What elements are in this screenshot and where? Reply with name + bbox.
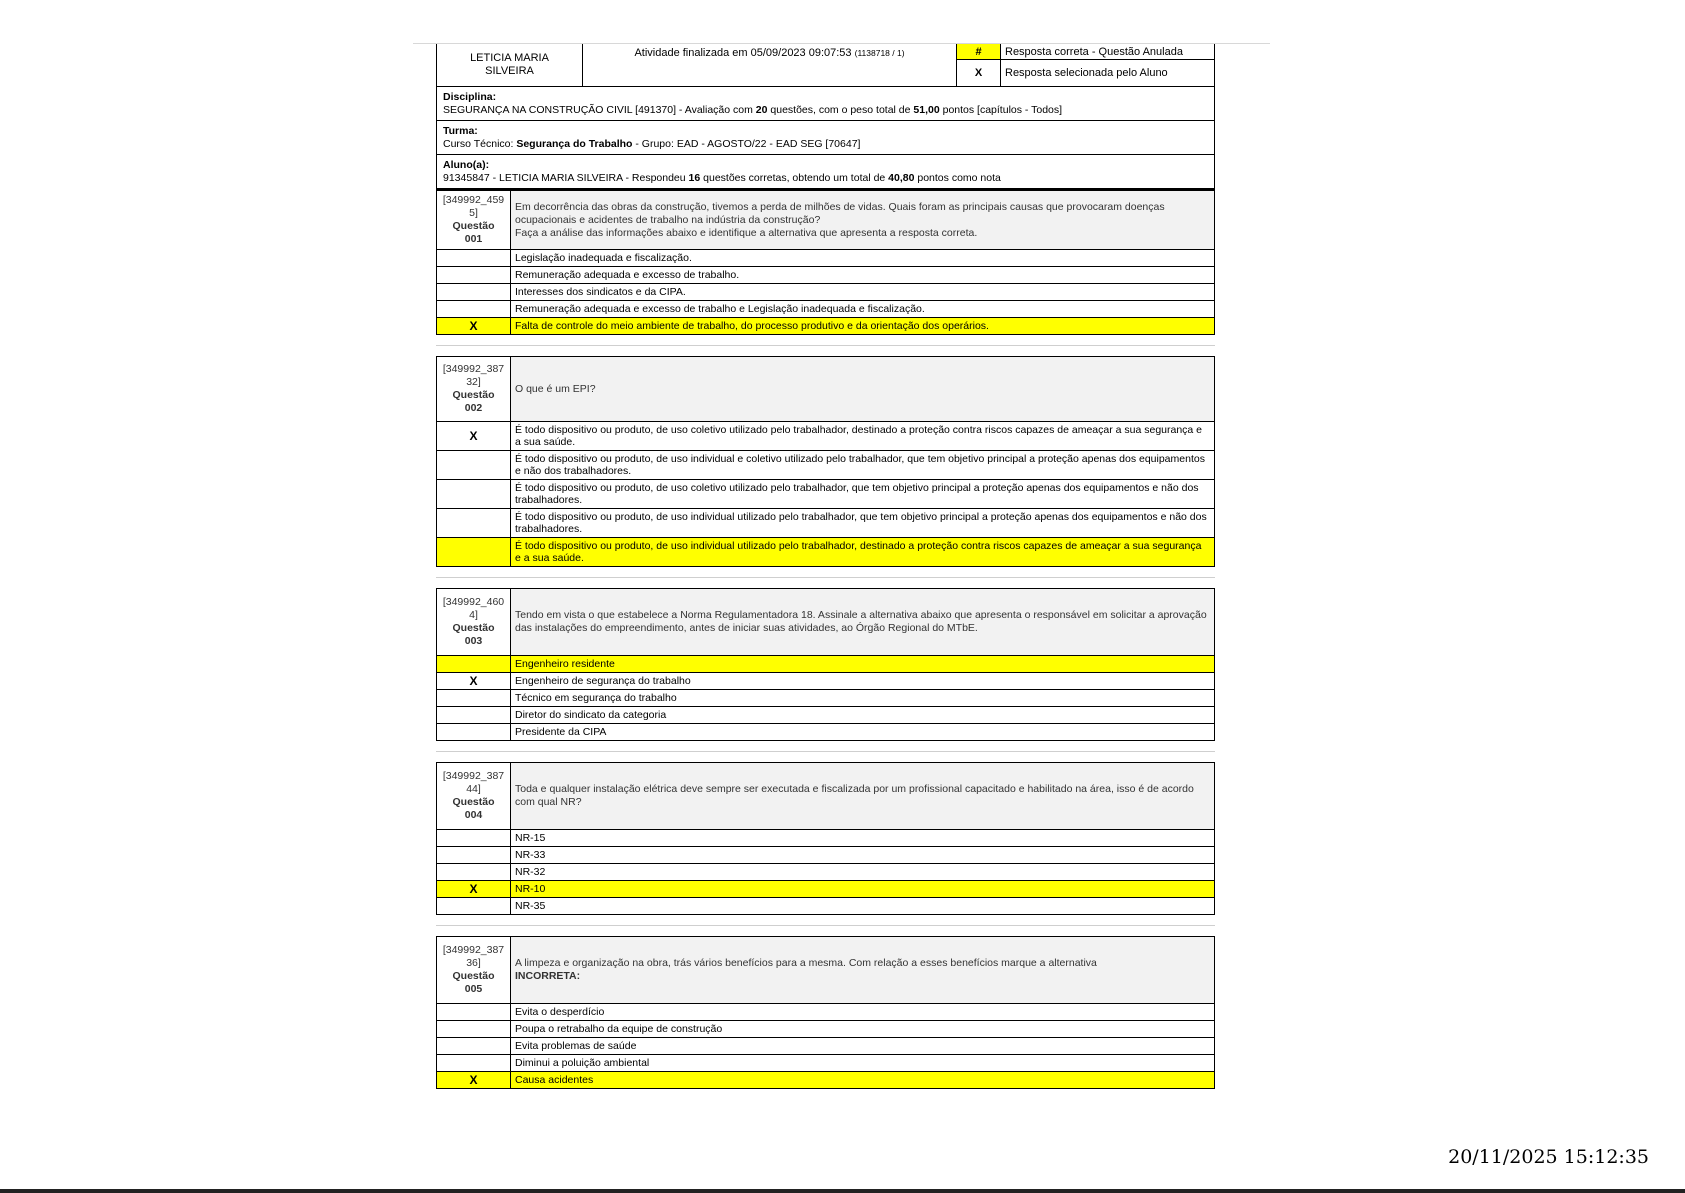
answer-option-text: Engenheiro residente (511, 656, 1215, 673)
question-stem (511, 937, 1215, 1004)
question-code: [349992_460 (442, 596, 505, 608)
disciplina-text-2: questões, com o peso total de (767, 104, 914, 116)
answer-option (437, 707, 1215, 724)
question-code-suffix: 44] (466, 783, 481, 795)
legend-mark-selected: X (957, 60, 1001, 87)
question-id (437, 357, 511, 422)
question-code: [349992_459 (442, 194, 505, 206)
selected-mark (437, 301, 511, 318)
legend-text-annulled: Resposta correta - Questão Anulada (1001, 44, 1215, 60)
answer-option-text: NR-10 (511, 881, 1215, 898)
question-number: 001 (464, 233, 483, 245)
answer-option (437, 690, 1215, 707)
answer-option-text: Engenheiro de segurança do trabalho (511, 673, 1215, 690)
aluno-text-2: questões corretas, obtendo um total de (700, 172, 889, 184)
total-weight: 51,00 (913, 104, 940, 116)
answer-option-text: Interesses dos sindicatos e da CIPA. (511, 284, 1215, 301)
answer-option-text: É todo dispositivo ou produto, de uso coletivo utilizado pelo trabalhador, que tem objetivo principal a proteção apenas dos equipamentos e não dos trabalhadores. (511, 480, 1215, 509)
final-score: 40,80 (888, 172, 915, 184)
aluno-text-3: pontos como nota (914, 172, 1001, 184)
answer-option (437, 284, 1215, 301)
question-code-suffix: 5] (469, 207, 478, 219)
question-number: 003 (464, 635, 483, 647)
answer-option (437, 1004, 1215, 1021)
question-separator (436, 577, 1215, 578)
question-block (436, 190, 1215, 335)
selected-mark (437, 1004, 511, 1021)
selected-mark (437, 1021, 511, 1038)
answer-option (437, 422, 1215, 451)
answer-option (437, 847, 1215, 864)
answer-option (437, 1038, 1215, 1055)
answer-option (437, 1021, 1215, 1038)
evaluation-document (436, 44, 1215, 1089)
disciplina-label: Disciplina: (443, 91, 497, 103)
question-separator (436, 925, 1215, 926)
answer-option-text: NR-32 (511, 864, 1215, 881)
question-separator (436, 751, 1215, 752)
question-id (437, 191, 511, 250)
selected-mark (437, 538, 511, 567)
answer-option-text: Presidente da CIPA (511, 724, 1215, 741)
question-block (436, 762, 1215, 915)
answer-option-text: Evita problemas de saúde (511, 1038, 1215, 1055)
aluno-label: Aluno(a): (443, 159, 490, 171)
turma-group: - Grupo: EAD - AGOSTO/22 - EAD SEG [70647] (632, 138, 861, 150)
selected-mark (437, 830, 511, 847)
question-id (437, 937, 511, 1004)
correct-count: 16 (688, 172, 701, 184)
question-stem (511, 589, 1215, 656)
question-header-row (437, 763, 1215, 830)
selected-mark (437, 898, 511, 915)
selected-mark: X (437, 1072, 511, 1089)
turma-label: Turma: (443, 125, 478, 137)
question-label: Questão (452, 622, 495, 634)
question-stem-text: A limpeza e organização na obra, trás vários benefícios para a mesma. Com relação a esses benefícios marque a alternativa (515, 957, 1097, 969)
question-code-suffix: 32] (466, 376, 481, 388)
turma-text: Curso Técnico: (443, 138, 517, 150)
question-id (437, 589, 511, 656)
answer-option (437, 656, 1215, 673)
print-timestamp: 20/11/2025 15:12:35 (1448, 1146, 1649, 1168)
selected-mark (437, 1055, 511, 1072)
question-stem-text: Tendo em vista o que estabelece a Norma Regulamentadora 18. Assinale a alternativa abaixo que apresenta o responsável em solicitar a aprovação das instalações do empreendimento, antes de iniciar suas atividades, ao Órgão Regional do MTbE. (515, 609, 1207, 634)
answer-option (437, 250, 1215, 267)
selected-mark: X (437, 422, 511, 451)
answer-option (437, 1055, 1215, 1072)
question-stem (511, 763, 1215, 830)
activity-code: (1138718 / 1) (854, 48, 905, 58)
student-name (437, 44, 583, 87)
answer-option (437, 724, 1215, 741)
question-header-row (437, 937, 1215, 1004)
answer-option-text: Evita o desperdício (511, 1004, 1215, 1021)
header-table (436, 44, 1215, 87)
answer-option-text: É todo dispositivo ou produto, de uso individual utilizado pelo trabalhador, destinado a proteção contra riscos capazes de ameaçar a sua segurança e a sua saúde. (511, 538, 1215, 567)
question-block (436, 356, 1215, 567)
answer-option-text: Causa acidentes (511, 1072, 1215, 1089)
answer-option-text: Remuneração adequada e excesso de trabalho e Legislação inadequada e fiscalização. (511, 301, 1215, 318)
student-name-line2: SILVEIRA (485, 65, 534, 77)
question-count: 20 (755, 104, 768, 116)
selected-mark (437, 509, 511, 538)
question-label: Questão (452, 389, 495, 401)
question-block (436, 588, 1215, 741)
answer-option (437, 864, 1215, 881)
question-number: 004 (464, 809, 483, 821)
question-code: [349992_387 (442, 363, 505, 375)
selected-mark (437, 250, 511, 267)
answer-option (437, 830, 1215, 847)
question-label: Questão (452, 796, 495, 808)
selected-mark (437, 707, 511, 724)
answer-option (437, 480, 1215, 509)
legend-text-selected: Resposta selecionada pelo Aluno (1001, 60, 1215, 87)
question-header-row (437, 589, 1215, 656)
selected-mark: X (437, 881, 511, 898)
answer-option-text: Técnico em segurança do trabalho (511, 690, 1215, 707)
question-label: Questão (452, 970, 495, 982)
question-code: [349992_387 (442, 770, 505, 782)
question-code: [349992_387 (442, 944, 505, 956)
student-name-line1: LETICIA MARIA (470, 52, 549, 64)
question-label: Questão (452, 220, 495, 232)
question-code-suffix: 4] (469, 609, 478, 621)
course-name: Segurança do Trabalho (516, 138, 633, 150)
selected-mark (437, 480, 511, 509)
selected-mark (437, 656, 511, 673)
question-stem (511, 357, 1215, 422)
aluno-section (436, 155, 1215, 190)
question-separator (436, 345, 1215, 346)
answer-option-text: NR-15 (511, 830, 1215, 847)
turma-section (436, 121, 1215, 155)
answer-option (437, 509, 1215, 538)
answer-option-text: Poupa o retrabalho da equipe de construção (511, 1021, 1215, 1038)
question-stem-text: Toda e qualquer instalação elétrica deve sempre ser executada e fiscalizada por um profissional capacitado e habilitado na área, isso é de acordo com qual NR? (515, 783, 1194, 808)
legend-mark-annulled: # (957, 44, 1001, 60)
question-stem-text: O que é um EPI? (515, 382, 596, 395)
answer-option-text: Diretor do sindicato da categoria (511, 707, 1215, 724)
answer-option-text: NR-33 (511, 847, 1215, 864)
question-number: 005 (464, 983, 483, 995)
question-number: 002 (464, 402, 483, 414)
answer-option-text: NR-35 (511, 898, 1215, 915)
answer-option (437, 267, 1215, 284)
selected-mark: X (437, 673, 511, 690)
question-stem-text-2: Faça a análise das informações abaixo e identifique a alternativa que apresenta a resposta correta. (515, 226, 978, 239)
answer-option (437, 301, 1215, 318)
selected-mark (437, 451, 511, 480)
disciplina-text: SEGURANÇA NA CONSTRUÇÃO CIVIL [491370] - Avaliação com (443, 104, 756, 116)
selected-mark (437, 690, 511, 707)
answer-option-text: Remuneração adequada e excesso de trabalho. (511, 267, 1215, 284)
answer-option (437, 898, 1215, 915)
selected-mark (437, 724, 511, 741)
aluno-text: 91345847 - LETICIA MARIA SILVEIRA - Respondeu (443, 172, 689, 184)
answer-option-text: É todo dispositivo ou produto, de uso individual utilizado pelo trabalhador, que tem objetivo principal a proteção apenas dos equipamentos e não dos trabalhadores. (511, 509, 1215, 538)
question-block (436, 936, 1215, 1089)
answer-option (437, 538, 1215, 567)
activity-text: Atividade finalizada em 05/09/2023 09:07:53 (634, 47, 852, 59)
selected-mark (437, 847, 511, 864)
selected-mark (437, 267, 511, 284)
answer-option-text: É todo dispositivo ou produto, de uso coletivo utilizado pelo trabalhador, destinado a proteção contra riscos capazes de ameaçar a sua segurança e a sua saúde. (511, 422, 1215, 451)
answer-option (437, 1072, 1215, 1089)
disciplina-text-3: pontos [capítulos - Todos] (939, 104, 1063, 116)
bottom-border (0, 1189, 1685, 1193)
selected-mark (437, 1038, 511, 1055)
question-stem-text: Em decorrência das obras da construção, tivemos a perda de milhões de vidas. Quais foram as principais causas que provocaram doenças ocupacionais e acidentes de trabalho na indústria da construção? (515, 200, 1165, 226)
question-header-row (437, 191, 1215, 250)
question-header-row (437, 357, 1215, 422)
answer-option-text: Falta de controle do meio ambiente de trabalho, do processo produtivo e da orientação dos operários. (511, 318, 1215, 335)
answer-option (437, 451, 1215, 480)
question-stem-text-2: INCORRETA: (515, 970, 581, 982)
answer-option-text: É todo dispositivo ou produto, de uso individual e coletivo utilizado pelo trabalhador, que tem objetivo principal a proteção apenas dos equipamentos e não dos trabalhadores. (511, 451, 1215, 480)
questions-list (436, 190, 1215, 1089)
answer-option-text: Diminui a poluição ambiental (511, 1055, 1215, 1072)
question-stem (511, 191, 1215, 250)
answer-option-text: Legislação inadequada e fiscalização. (511, 250, 1215, 267)
question-code-suffix: 36] (466, 957, 481, 969)
answer-option (437, 318, 1215, 335)
disciplina-section (436, 87, 1215, 121)
selected-mark (437, 284, 511, 301)
selected-mark (437, 864, 511, 881)
selected-mark: X (437, 318, 511, 335)
activity-status (583, 44, 957, 87)
answer-option (437, 881, 1215, 898)
answer-option (437, 673, 1215, 690)
question-id (437, 763, 511, 830)
